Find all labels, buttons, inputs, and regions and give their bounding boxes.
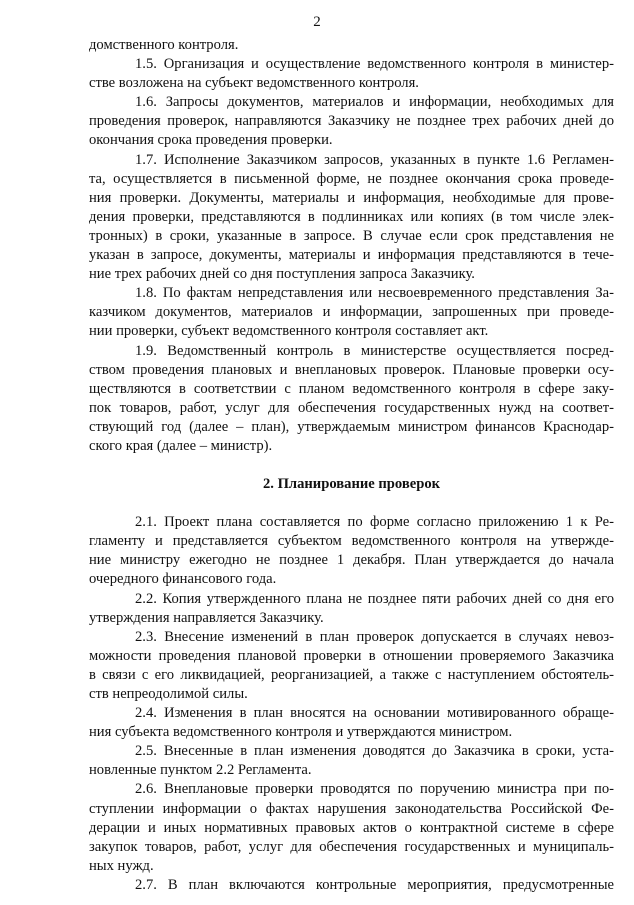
text-line: стве возложена на субъект ведомственного контроля.	[89, 75, 419, 92]
paragraph-1-5	[89, 55, 614, 93]
text-line: очередного финансового года.	[89, 571, 277, 588]
paragraph-2-2	[89, 590, 614, 628]
text-line: дения проверки, представляются в подлинниках или копиях (в том числе элек-	[89, 208, 614, 225]
text-line: 2.7. В план включаются контрольные мероприятия, предусмотренные	[135, 876, 614, 893]
paragraph-1-8	[89, 284, 614, 341]
text-line: дерации и иных нормативных правовых актов о контрактной системе в сфере	[89, 819, 614, 836]
paragraph-1-9	[89, 342, 614, 457]
text-line: ствующий год (далее – план), утверждаемым министром финансов Краснодар-	[89, 418, 614, 435]
document-body	[89, 36, 614, 895]
paragraph-2-3	[89, 628, 614, 704]
paragraph-2-7	[89, 876, 614, 895]
text-line: можности проведения плановой проверки в отношении проверяемого Заказчика	[89, 647, 614, 664]
text-line: указан в запросе, документы, материалы и информация представляются в тече-	[89, 247, 614, 264]
text-line: ных нужд.	[89, 857, 154, 874]
text-line: 2.6. Внеплановые проверки проводятся по поручению министра при по-	[135, 781, 614, 798]
text-line: тронных) в сроки, указанные в запросе. В случае если срок представления не	[89, 227, 614, 244]
text-line: ств непреодолимой силы.	[89, 686, 248, 702]
text-line: ского края (далее – министр).	[89, 437, 273, 454]
text-line: пок товаров, работ, услуг для обеспечения государственных нужд на соответ-	[89, 399, 614, 416]
text-line: 1.8. По фактам непредставления или несвоевременного представления За-	[135, 285, 614, 302]
text-line: 1.5. Организация и осуществление ведомственного контроля в министер-	[135, 56, 614, 73]
text-line: ние трех рабочих дней со дня поступления запроса Заказчику.	[89, 266, 475, 283]
page-number: 2	[313, 14, 321, 30]
text-line: казчиком документов, материалов и информации, запрошенных при проведе-	[89, 304, 614, 321]
paragraph-2-4	[89, 704, 614, 742]
text-line: 2.5. Внесенные в план изменения доводятся до Заказчика в сроки, уста-	[135, 743, 614, 760]
text-line: ние министру ежегодно не позднее 1 декабря. План утверждается до начала	[89, 552, 614, 569]
paragraph-1-7	[89, 151, 614, 285]
section-heading: 2. Планирование проверок	[262, 476, 441, 493]
text-line: новленные пунктом 2.2 Регламента.	[89, 762, 312, 779]
text-line: ществляются в соответствии с планом ведомственного контроля в сфере заку-	[89, 380, 614, 397]
text-line: утверждения направляется Заказчику.	[89, 609, 324, 626]
text-line: та, осуществляется в письменной форме, не позднее окончания срока проведе-	[89, 170, 614, 187]
text-line: домственного контроля.	[89, 37, 239, 53]
text-line: ством проведения плановых и внеплановых проверок. Плановые проверки осу-	[89, 361, 614, 378]
text-line: гламенту и представляется субъектом ведомственного контроля на утвержде-	[89, 533, 614, 550]
text-line: нии проверки, субъект ведомственного контроля составляет акт.	[89, 323, 489, 340]
text-line: ния субъекта ведомственного контроля и утверждаются министром.	[89, 724, 513, 741]
text-line: 1.7. Исполнение Заказчиком запросов, указанных в пункте 1.6 Регламен-	[135, 151, 614, 168]
text-line: ния проверки. Документы, материалы и информация, необходимые для прове-	[89, 189, 614, 206]
text-line: 1.6. Запросы документов, материалов и информации, необходимых для	[135, 94, 614, 111]
text-line: в связи с его ликвидацией, реорганизацией, а также с наступлением обстоятель-	[89, 666, 614, 683]
paragraph-2-1	[89, 513, 614, 589]
text-line: окончания срока проведения проверки.	[89, 132, 333, 149]
text-line: 2.2. Копия утвержденного плана не позднее пяти рабочих дней со дня его	[135, 590, 614, 607]
paragraph-2-6	[89, 780, 614, 875]
text-line: 2.4. Изменения в план вносятся на основании мотивированного обраще-	[135, 705, 614, 722]
text-line: 2.1. Проект плана составляется по форме согласно приложению 1 к Ре-	[135, 514, 614, 531]
paragraph-2-5	[89, 742, 614, 780]
text-line: ступлении информации о фактах нарушения законодательства Российской Фе-	[89, 800, 614, 817]
text-line: закупок товаров, работ, услуг для обеспечения государственных и муниципаль-	[89, 838, 614, 855]
text-line: 1.9. Ведомственный контроль в министерстве осуществляется посред-	[135, 342, 614, 359]
paragraph-1-6	[89, 93, 614, 150]
paragraph-1-4-tail	[89, 36, 614, 55]
text-line: 2.3. Внесение изменений в план проверок допускается в случаях невоз-	[135, 628, 614, 645]
text-line: проведения проверок, направляются Заказчику не позднее трех рабочих дней до	[89, 113, 614, 130]
